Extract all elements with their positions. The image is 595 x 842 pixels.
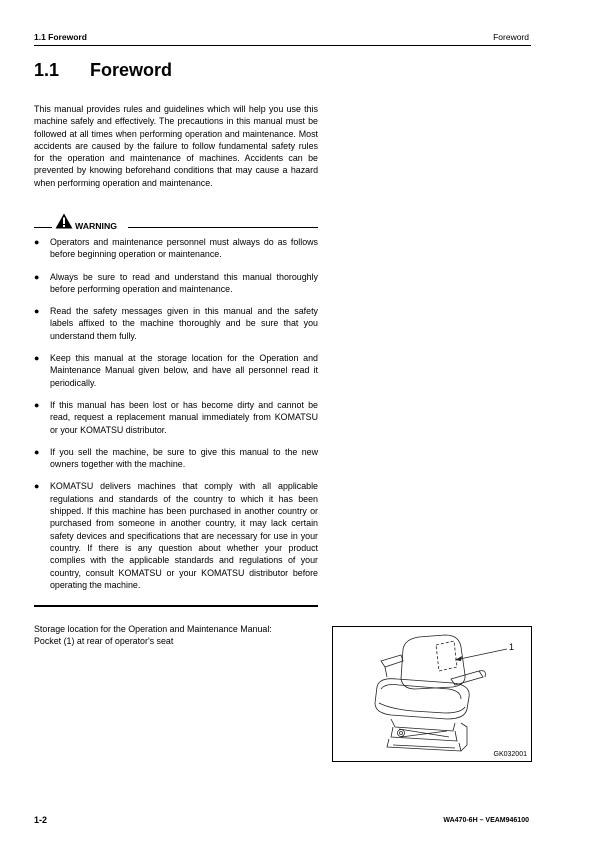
page-number: 1-2 — [34, 815, 48, 825]
warning-header — [34, 213, 318, 233]
figure-code: GK032001 — [493, 751, 527, 758]
page-title — [34, 60, 172, 81]
warning-line-left — [34, 227, 52, 228]
list-item — [34, 446, 318, 471]
list-item-text: KOMATSU delivers machines that comply with all applicable regulations and standards of the country to which it has been shipped. If this machine has been purchased in another country or purchased from someone in another country, it may lack certain safety devices and specifications that are necessary for use in your country. If there is any question about whether your product complies with the applicable standards and regulations of your country, consult KOMATSU or your KOMATSU distributor before operating the machine. — [50, 481, 318, 590]
document-id: WA470-6H – VEAM946100 — [443, 817, 529, 824]
storage-line-2: Pocket (1) at rear of operator's seat — [34, 636, 174, 647]
bullet-icon: ● — [34, 399, 40, 410]
warning-line-right — [128, 227, 318, 228]
running-header-title: Foreword — [493, 32, 529, 42]
list-item — [34, 352, 318, 389]
list-item-text: Always be sure to read and understand this manual thoroughly before performing operation and maintenance. — [50, 271, 318, 294]
list-item-text: If this manual has been lost or has become dirty and cannot be read, request a replacement manual immediately from KOMATSU or your KOMATSU distributor. — [50, 399, 318, 435]
header-rule — [34, 45, 531, 46]
running-header-section: 1.1 Foreword — [34, 32, 87, 42]
bullet-icon: ● — [34, 481, 40, 492]
warning-label: WARNING — [75, 221, 117, 231]
list-item — [34, 236, 318, 261]
section-title: Foreword — [90, 60, 173, 80]
list-item-text: If you sell the machine, be sure to give this manual to the new owners together with the machine. — [50, 446, 318, 470]
list-item-text: Operators and maintenance personnel must always do as follows before beginning operation or maintenance. — [50, 237, 318, 260]
list-item — [34, 305, 318, 342]
warning-list — [34, 236, 318, 601]
list-item — [34, 399, 318, 436]
operator-seat-illustration — [333, 627, 531, 761]
bullet-icon: ● — [34, 237, 40, 247]
bullet-icon: ● — [34, 353, 40, 364]
list-item-text: Read the safety messages given in this manual and the safety labels affixed to the machine thoroughly and be sure that you understand them fully. — [50, 306, 318, 341]
bullet-icon: ● — [34, 306, 40, 317]
list-item — [34, 480, 318, 591]
storage-note — [34, 623, 318, 648]
list-item — [34, 271, 318, 296]
section-number: 1.1 — [34, 60, 60, 80]
storage-line-1: Storage location for the Operation and Maintenance Manual: — [34, 624, 272, 634]
bullet-icon: ● — [34, 446, 40, 457]
list-item-text: Keep this manual at the storage location for the Operation and Maintenance Manual given below, and have all personnel read it periodically. — [50, 353, 318, 388]
warning-triangle-icon — [55, 213, 73, 229]
warning-end-rule — [34, 605, 318, 607]
intro-paragraph: This manual provides rules and guidelines which will help you use this machine safely and effectively. The precautions in this manual must be followed at all times when performing operation and maintenance. Most accidents are caused by the failure to follow fundamental safety rules for the operation and maintenance of machines. Accidents can be prevented by knowing beforehand conditions that may cause a hazard when performing operation and maintenance. — [34, 104, 318, 188]
figure-callout-1: 1 — [509, 642, 515, 652]
bullet-icon: ● — [34, 271, 40, 282]
seat-figure — [332, 626, 532, 762]
